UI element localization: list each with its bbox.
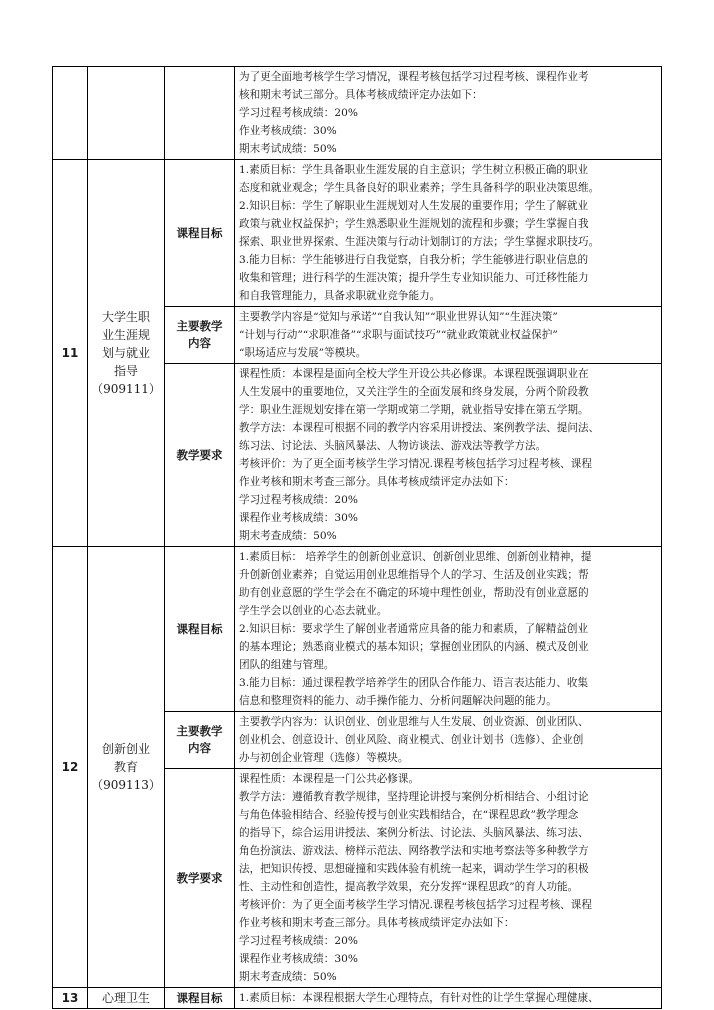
content-line: 角色扮演法、游戏法、榜样示范法、网络教学法和实地考察法等多种教学方	[239, 845, 589, 857]
content-line: 1.素质目标：学生具备职业生涯发展的自主意识；学生树立积极正确的职业	[239, 164, 589, 176]
content-line: 考核评价：为了更全面考核学生学习情况.课程考核包括学习过程考核、课程	[239, 458, 592, 470]
section-label-line: 课程目标	[176, 225, 223, 240]
content-line: 学习过程考核成绩：20%	[239, 107, 358, 119]
course-name-line: 教育	[113, 760, 138, 774]
content-line: 作业考核和期末考查三部分。具体考核成绩评定办法如下：	[239, 917, 515, 929]
course-name	[88, 547, 165, 988]
section-label-line: 教学要求	[176, 870, 223, 885]
content-line: 升创新创业素养；自觉运用创业思维指导个人的学习、生活及创业实践；帮	[239, 569, 589, 581]
content-line: 和自我管理能力，具备求职就业竞争能力。	[239, 290, 441, 302]
content-line: 人生发展中的重要地位，又关注学生的全面发展和终身发展，分两个阶段教	[239, 386, 589, 398]
section-label-line: 主要教学	[176, 724, 223, 738]
section-label	[165, 67, 235, 160]
course-name-line: （909113）	[91, 778, 161, 792]
content-line: 1.素质目标： 培养学生的创新创业意识、创新创业思维、创新创业精神，提	[239, 551, 592, 563]
section-label	[165, 547, 235, 712]
content-line: 教学方法：本课程可根据不同的教学内容采用讲授法、案例教学法、提问法、	[239, 422, 600, 434]
content-line: 法，把知识传授、思想碰撞和实践体验有机统一起来，调动学生学习的积极	[239, 863, 589, 875]
section-label-line: 课程目标	[176, 621, 223, 636]
content-line: 核和期末考试三部分。具体考核成绩评定办法如下：	[239, 89, 483, 101]
content-line: 课程作业考核成绩：30%	[239, 953, 358, 965]
section-label-line: 主要教学	[176, 319, 223, 333]
course-name-line: （909111）	[91, 382, 161, 396]
content-line: 与角色体验相结合、经验传授与创业实践相结合，在“课程思政”教学理念	[239, 809, 579, 821]
content-line: “计划与行动”“求职准备”“求职与面试技巧”“就业政策就业权益保护”	[239, 329, 558, 341]
content-line: 学生学会以创业的心态去就业。	[239, 605, 388, 617]
content-line: 的指导下，综合运用讲授法、案例分析法、讨论法、头脑风暴法、练习法、	[239, 827, 589, 839]
course-name-line: 划与就业	[101, 346, 150, 360]
content-line: 课程作业考核成绩：30%	[239, 512, 358, 524]
table-row	[53, 67, 662, 160]
course-name	[88, 988, 165, 1009]
section-content	[235, 307, 662, 364]
content-line: 教学方法：遵循教育教学规律，坚持理论讲授与案例分析相结合、小组讨论	[239, 791, 589, 803]
content-line: 探索、职业世界探索、生涯决策与行动计划制订的方法；学生掌握求职技巧。	[239, 236, 600, 248]
section-label	[165, 364, 235, 547]
content-line: 期末考查成绩：50%	[239, 971, 337, 983]
table-row	[53, 988, 662, 1009]
content-line: 课程性质：本课程是面向全校大学生开设公共必修课。本课程既强调职业在	[239, 368, 589, 380]
course-number: 13	[53, 988, 88, 1009]
course-number: 12	[53, 547, 88, 988]
content-line: 考核评价：为了更全面考核学生学习情况.课程考核包括学习过程考核、课程	[239, 899, 592, 911]
section-label-line: 内容	[188, 741, 211, 755]
content-line: 助有创业意愿的学生学会在不确定的环境中理性创业，帮助没有创业意愿的	[239, 587, 589, 599]
table-row	[53, 547, 662, 712]
course-name-line: 大学生职	[101, 310, 150, 324]
content-line: 学习过程考核成绩：20%	[239, 494, 358, 506]
section-label	[165, 988, 235, 1009]
section-label	[165, 307, 235, 364]
section-content	[235, 769, 662, 988]
section-label	[165, 769, 235, 988]
content-line: 学习过程考核成绩：20%	[239, 935, 358, 947]
course-name-line: 业生涯规	[101, 328, 150, 342]
course-name	[88, 160, 165, 547]
table-row	[53, 160, 662, 307]
content-line: 团队的组建与管理。	[239, 659, 335, 671]
content-line: 收集和管理；进行科学的生涯决策；提升学生专业知识能力、可迁移性能力	[239, 272, 589, 284]
content-line: 学：职业生涯规划安排在第一学期或第二学期，就业指导安排在第五学期。	[239, 404, 589, 416]
section-content	[235, 67, 662, 160]
content-line: 期末考查成绩：50%	[239, 530, 337, 542]
content-line: 3.能力目标：通过课程教学培养学生的团队合作能力、语言表达能力、收集	[239, 677, 589, 689]
content-line: 作业考核成绩：30%	[239, 125, 337, 137]
content-line: 课程性质：本课程是一门公共必修课。	[239, 773, 420, 785]
course-name	[88, 67, 165, 160]
content-line: 政策与就业权益保护；学生熟悉职业生涯规划的流程和步骤；学生掌握自我	[239, 218, 589, 230]
content-line: “职场适应与发展”等模块。	[239, 347, 367, 359]
section-label-line: 内容	[188, 336, 211, 350]
content-line: 2.知识目标：学生了解职业生涯规划对人生发展的重要作用；学生了解就业	[239, 200, 589, 212]
content-line: 信息和整理资料的能力、动手操作能力、分析问题解决问题的能力。	[239, 695, 557, 707]
section-content	[235, 988, 662, 1009]
content-line: 的基本理论；熟悉商业模式的基本知识；掌握创业团队的内涵、模式及创业	[239, 641, 589, 653]
course-name-line: 指导	[113, 364, 138, 378]
content-line: 练习法、讨论法、头脑风暴法、人物访谈法、游戏法等教学方法。	[239, 440, 547, 452]
section-content	[235, 712, 662, 769]
content-line: 性、主动性和创造性，提高教学效果，充分发挥“课程思政”的育人功能。	[239, 881, 579, 893]
content-line: 3.能力目标：学生能够进行自我觉察，自我分析；学生能够进行职业信息的	[239, 254, 589, 266]
section-label-line: 课程目标	[176, 990, 223, 1005]
section-content	[235, 364, 662, 547]
content-line: 主要教学内容是“觉知与承诺”“自我认知”“职业世界认知”“生涯决策”	[239, 311, 558, 323]
course-number	[53, 67, 88, 160]
section-content	[235, 160, 662, 307]
content-line: 态度和就业观念；学生具备良好的职业素养；学生具备科学的职业决策思维。	[239, 182, 600, 194]
section-label-line: 教学要求	[176, 447, 223, 462]
content-line: 1.素质目标：本课程根据大学生心理特点，有针对性的让学生掌握心理健康、	[239, 992, 599, 1004]
content-line: 期末考试成绩：50%	[239, 143, 337, 155]
content-line: 创业机会、创意设计、创业风险、商业模式、创业计划书（选修）、企业创	[239, 734, 584, 746]
content-line: 作业考核和期末考查三部分。具体考核成绩评定办法如下：	[239, 476, 515, 488]
course-number: 11	[53, 160, 88, 547]
section-label	[165, 160, 235, 307]
section-content	[235, 547, 662, 712]
course-name-line: 心理卫生	[101, 991, 150, 1005]
content-line: 主要教学内容为：认识创业、创业思维与人生发展、创业资源、创业团队、	[239, 716, 589, 728]
course-name-line: 创新创业	[101, 742, 150, 756]
content-line: 为了更全面地考核学生学习情况，课程考核包括学习过程考核、课程作业考	[239, 71, 589, 83]
course-table	[52, 66, 662, 1009]
content-line: 2.知识目标：要求学生了解创业者通常应具备的能力和素质，了解精益创业	[239, 623, 589, 635]
section-label	[165, 712, 235, 769]
content-line: 办与初创企业管理（选修）等模块。	[239, 752, 409, 764]
